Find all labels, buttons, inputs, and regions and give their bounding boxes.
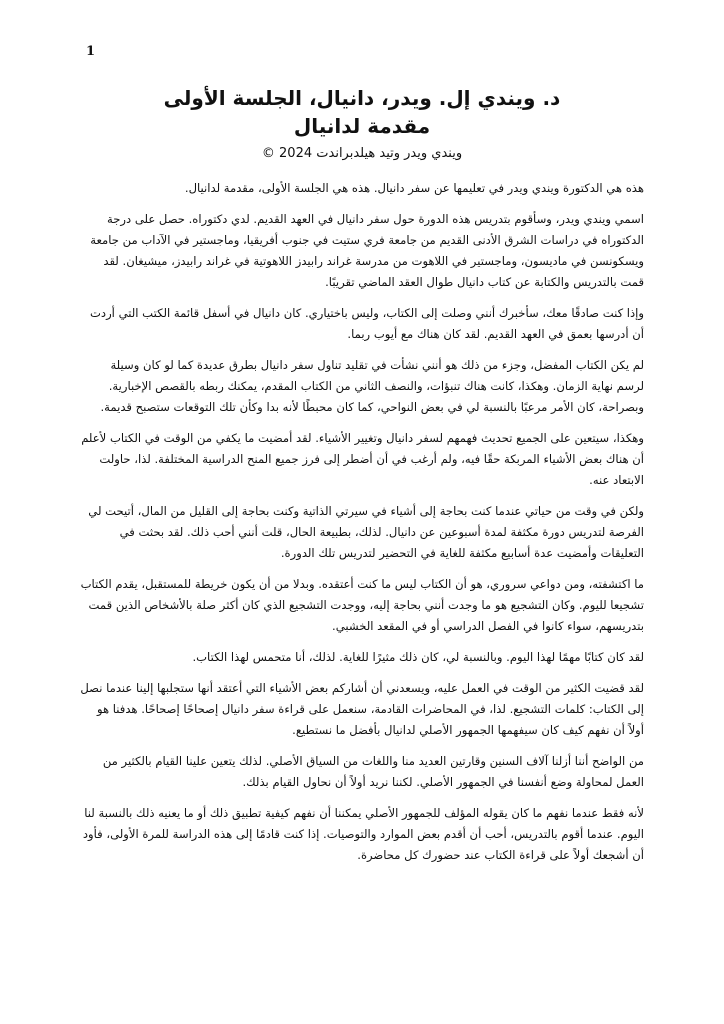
paragraph-4: لم يكن الكتاب المفضل، وجزء من ذلك هو أنني نشأت في تقليد تناول سفر دانيال بطرق عديدة كما لو كان وسيلة لرسم نهاية الزمان. وهكذا، كانت هناك تنبؤات، والنصف الثاني من الكتاب المقدم، يمكنك ربطه بالقصص الإخبارية. وبصراحة، كان الأمر مرعبًا بالنسبة لي في بعض النواحي، كما كان محبطًا لأنه بدا وكأن تلك التوقعات ستصبح قديمة. — [100, 358, 644, 414]
body-text — [80, 178, 644, 866]
paragraph-5: وهكذا، سيتعين على الجميع تحديث فهمهم لسفر دانيال وتغيير الأشياء. لقد أمضيت ما يكفي من الوقت في الكتاب لأعلم أن هناك بعض الأشياء المربكة حقًا فيه، ولم أرغب في أن أضطر إلى فرز جميع المنح الدراسية المختلفة. لذا، حاولت الابتعاد عنه. — [81, 431, 644, 487]
paragraph-7: ما اكتشفته، ومن دواعي سروري، هو أن الكتاب ليس ما كنت أعتقده. وبدلا من أن يكون خريطة للمستقبل، يقدم الكتاب تشجيعا لليوم. وكان التشجيع هو ما وجدت أنني بحاجة إليه، ووجدت التشجيع الذي كان أكثر صلة بالأشخاص الذين قمت بتدريسهم، سواء كانوا في الفصل الدراسي أو في المقعد الخشبي. — [80, 577, 644, 633]
paragraph-9: لقد قضيت الكثير من الوقت في العمل عليه، ويسعدني أن أشاركم بعض الأشياء التي أعتقد أنها ستجلبها إلينا عندما نصل إلى الكتاب: كلمات التشجيع. لذا، في المحاضرات القادمة، سنعمل على قراءة سفر دانيال إصحاحًا إصحاحًا. هدفنا هو أولاً أن نفهم كيف كان سيفهمها الجمهور الأصلي لدانيال بأفضل ما نستطيع. — [80, 681, 644, 737]
document-title: د. ويندي إل. ويدر، دانيال، الجلسة الأولى — [163, 86, 561, 110]
document-subtitle: مقدمة لدانيال — [293, 114, 431, 138]
paragraph-10: من الواضح أننا أزلنا آلاف السنين وقارتين العديد منا واللغات من السياق الأصلي. لذلك يتعين علينا القيام بالكثير من العمل لمحاولة وضع أنفسنا في الجمهور الأصلي. لكننا نريد أولاً أن نحاول القيام بذلك. — [102, 754, 644, 789]
paragraph-1: هذه هي الدكتورة ويندي ويدر في تعليمها عن سفر دانيال. هذه هي الجلسة الأولى، مقدمة لدانيال. — [184, 181, 644, 195]
copyright-line: ويندي ويدر وتيد هيلدبراندت 2024 © — [261, 146, 463, 161]
paragraph-2: اسمي ويندي ويدر، وسأقوم بتدريس هذه الدورة حول سفر دانيال في العهد القديم. لدي دكتوراه. حصل على درجة الدكتوراه في دراسات الشرق الأدنى القديم من جامعة فري ستيت في جنوب أفريقيا، وماجستير في الآداب من جامعة ويسكونسن في ماديسون، وماجستير في اللاهوت من مدرسة غراند رابيدز اللاهوتية في غراند رابيدز، ميشيغان. لقد قمت بالتدريس والكتابة عن كتاب دانيال طوال العقد الماضي تقريبًا. — [90, 212, 644, 289]
page-number: 1 — [86, 44, 96, 59]
document-page — [80, 84, 644, 876]
paragraph-3: وإذا كنت صادقًا معك، سأخبرك أنني وصلت إلى الكتاب، وليس باختياري. كان دانيال في أسفل قائمة الكتب التي أردت أن أدرسها بعمق في العهد القديم. لقد كان هناك مع أيوب ربما. — [90, 306, 644, 341]
paragraph-6: ولكن في وقت من حياتي عندما كنت بحاجة إلى أشياء في سيرتي الذاتية وكنت بحاجة إلى القليل من المال، أتيحت لي الفرصة لتدريس دورة مكثفة لمدة أسبوعين عن دانيال. لذلك، بطبيعة الحال، قلت أنني أحب ذلك. لقد بحثت في التعليقات وأمضيت عدة أسابيع مكثفة للغاية في التحضير لتدريس تلك الدورة. — [88, 504, 644, 560]
paragraph-11: لأنه فقط عندما نفهم ما كان يقوله المؤلف للجمهور الأصلي يمكننا أن نفهم كيفية تطبيق ذلك أو ما يعنيه ذلك بالنسبة لنا اليوم. عندما أقوم بالتدريس، أحب أن أقدم بعض الموارد والتوصيات. إذا كنت قادمًا إلى هذه الدراسة للمرة الأولى، فأود أن أشجعك أولاً على قراءة الكتاب عند حضورك كل محاضرة. — [82, 806, 644, 862]
paragraph-8: لقد كان كتابًا مهمًا لهذا اليوم. وبالنسبة لي، كان ذلك مثيرًا للغاية. لذلك، أنا متحمس لهذا الكتاب. — [192, 650, 644, 664]
